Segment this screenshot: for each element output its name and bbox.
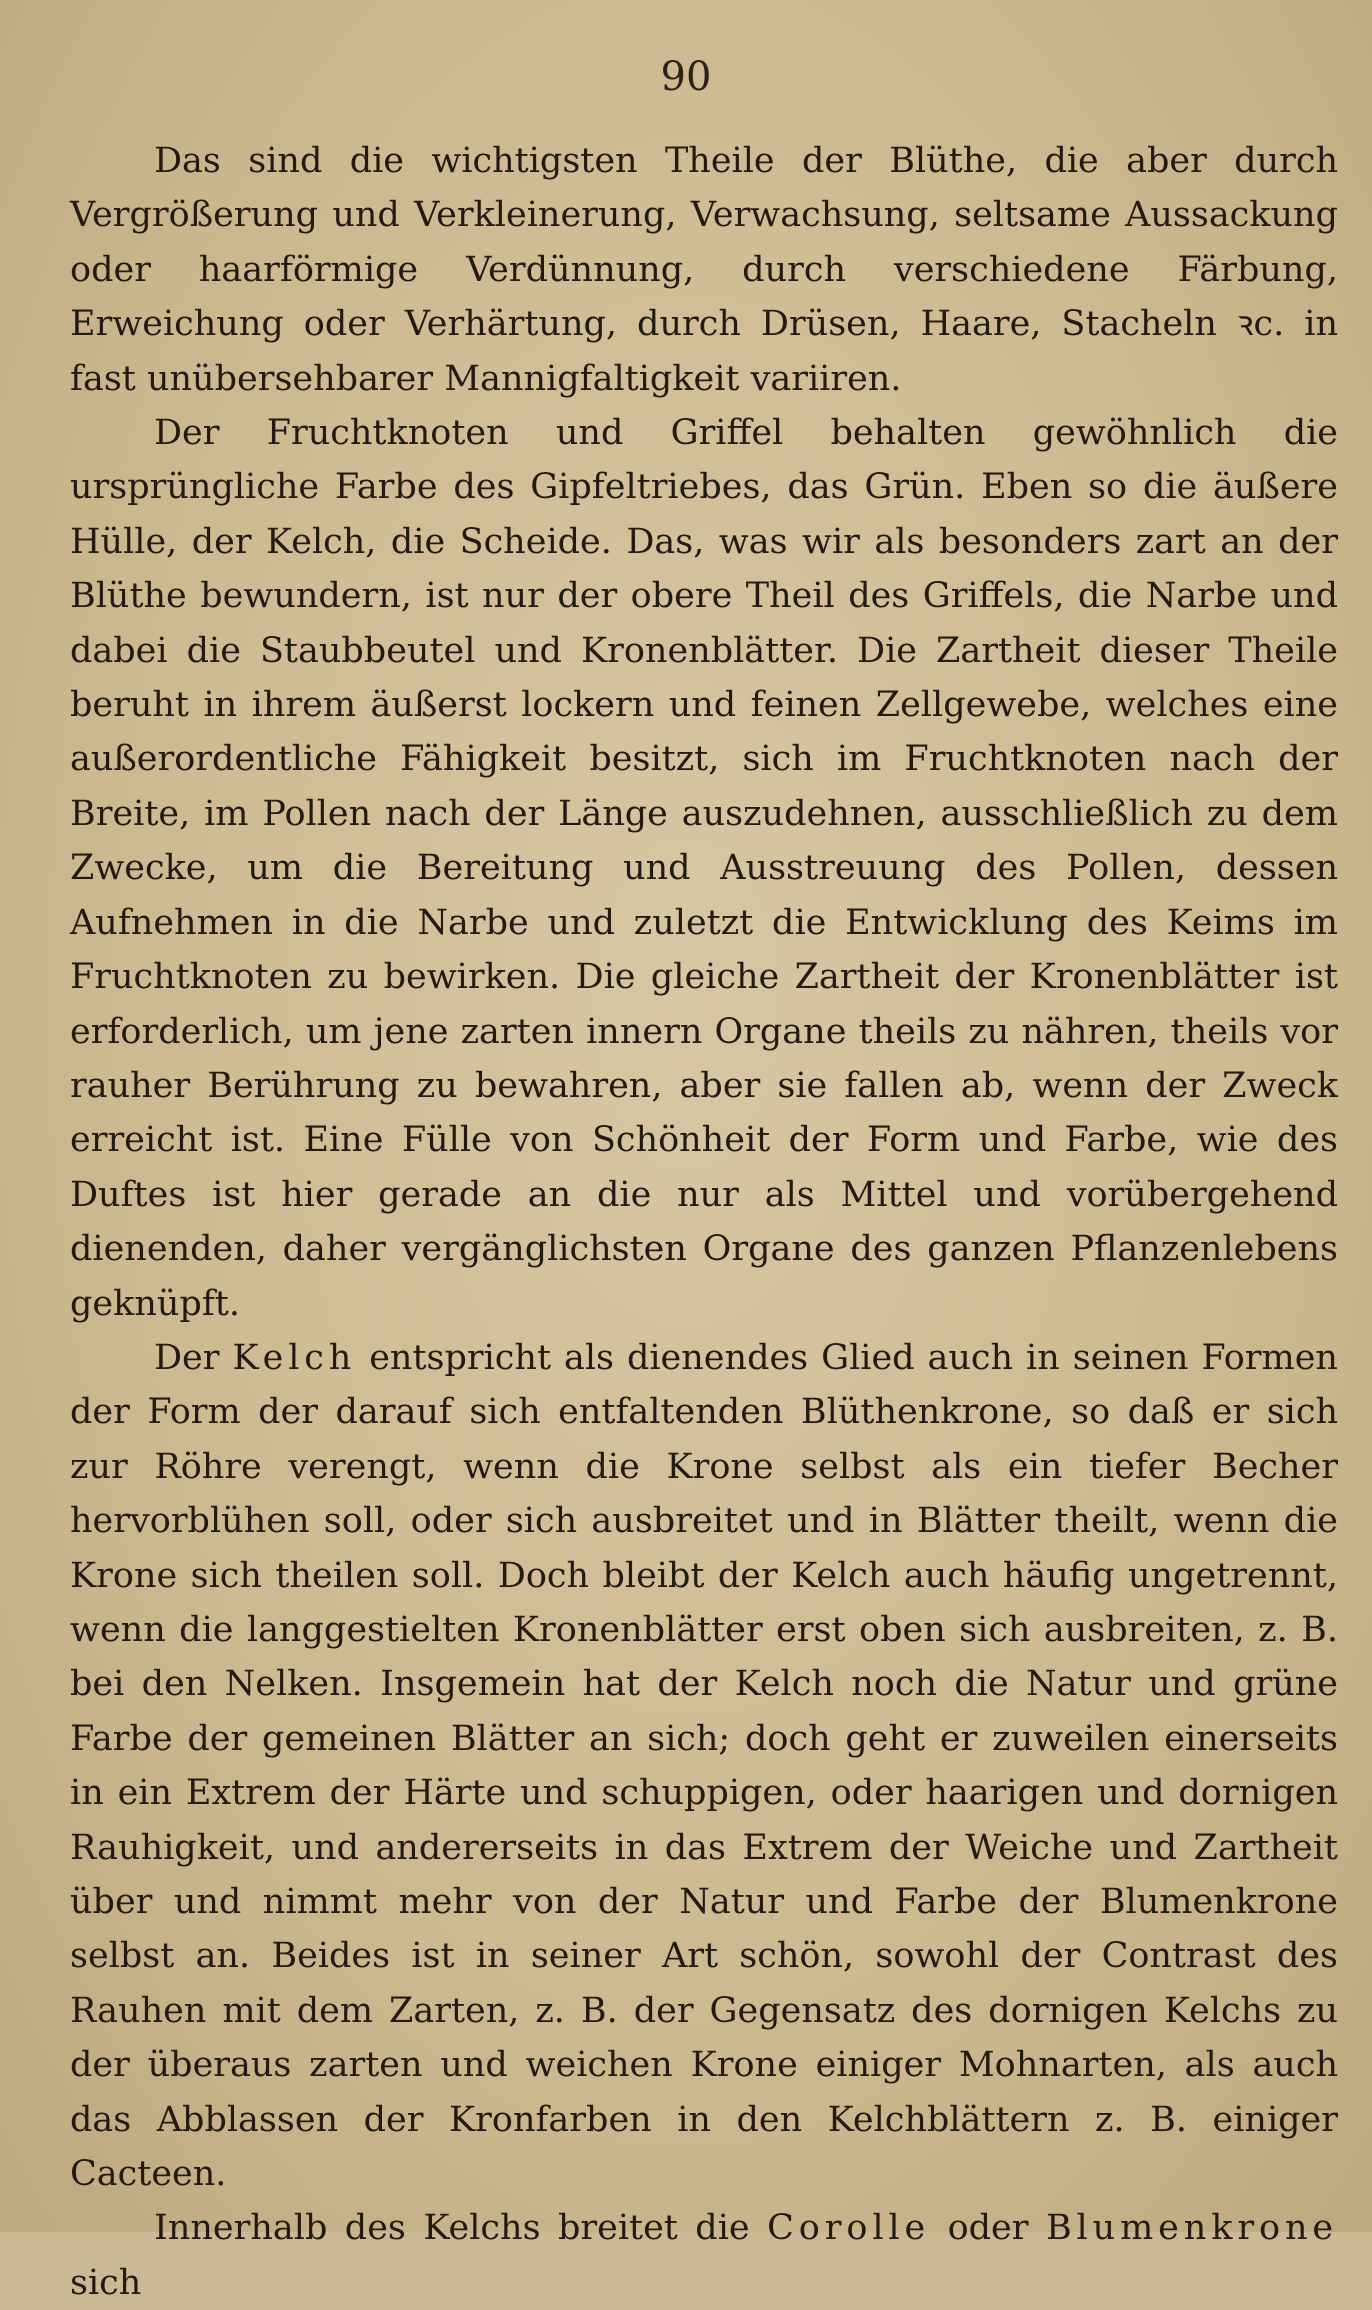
- paragraph-4-body: sich: [70, 2262, 142, 2303]
- paragraph-1: Das sind die wichtigsten Theile der Blüthe, die aber durch Vergrößerung und Verkleinerung, Verwachsung, seltsame Aussackung oder haarförmige Verdünnung, durch verschiedene Färbung, Erweichung oder Verhärtung, durch Drüsen, Haare, Stacheln ꝛc. in fast unübersehbarer Mannigfaltigkeit variiren.: [70, 141, 1338, 399]
- paragraph-3: [70, 1331, 1338, 2202]
- term-blumenkrone: Blumenkrone: [1045, 2208, 1339, 2249]
- body-text: [70, 134, 1338, 2310]
- paragraph-3-lead: Der: [154, 1337, 233, 1378]
- paragraph-3-body: entspricht als dienendes Glied auch in seinen Formen der Form der darauf sich entfaltenden Blüthenkrone, so daß er sich zur Röhre verengt, wenn die Krone selbst als ein tiefer Becher hervorblühen soll, oder sich ausbreitet und in Blätter theilt, wenn die Krone sich theilen soll. Doch bleibt der Kelch auch häufig ungetrennt, wenn die langgestielten Kronenblätter erst oben sich ausbreiten, z. B. bei den Nelken. Insgemein hat der Kelch noch die Natur und grüne Farbe der gemeinen Blätter an sich; doch geht er zuweilen einerseits in ein Extrem der Härte und schuppigen, oder haarigen und dornigen Rauhigkeit, und andererseits in das Extrem der Weiche und Zartheit über und nimmt mehr von der Natur und Farbe der Blumenkrone selbst an. Beides ist in seiner Art schön, sowohl der Contrast des Rauhen mit dem Zarten, z. B. der Gegensatz des dornigen Kelchs zu der überaus zarten und weichen Krone einiger Mohnarten, als auch das Abblassen der Kronfarben in den Kelchblättern z. B. einiger Cacteen.: [70, 1337, 1338, 2195]
- page-number: 90: [660, 54, 712, 100]
- term-kelch: Kelch: [232, 1337, 357, 1378]
- paragraph-4-mid: oder: [930, 2208, 1046, 2249]
- paragraph-2: Der Fruchtknoten und Griffel behalten gewöhnlich die ursprüngliche Farbe des Gipfeltriebes, das Grün. Eben so die äußere Hülle, der Kelch, die Scheide. Das, was wir als besonders zart an der Blüthe bewundern, ist nur der obere Theil des Griffels, die Narbe und dabei die Staubbeutel und Kronenblätter. Die Zartheit dieser Theile beruht in ihrem äußerst lockern und feinen Zellgewebe, welches eine außerordentliche Fähigkeit besitzt, sich im Fruchtknoten nach der Breite, im Pollen nach der Länge auszudehnen, ausschließlich zu dem Zwecke, um die Bereitung und Ausstreuung des Pollen, dessen Aufnehmen in die Narbe und zuletzt die Entwicklung des Keims im Fruchtknoten zu bewirken. Die gleiche Zartheit der Kronenblätter ist erforderlich, um jene zarten innern Organe theils zu nähren, theils vor rauher Berührung zu bewahren, aber sie fallen ab, wenn der Zweck erreicht ist. Eine Fülle von Schönheit der Form und Farbe, wie des Duftes ist hier gerade an die nur als Mittel und vorübergehend dienenden, daher vergänglichsten Organe des ganzen Pflanzenlebens geknüpft.: [70, 413, 1338, 1324]
- term-corolle: Corolle: [767, 2208, 931, 2249]
- paragraph-4: [70, 2201, 1338, 2310]
- paragraph-4-lead: Innerhalb des Kelchs breitet die: [154, 2208, 768, 2249]
